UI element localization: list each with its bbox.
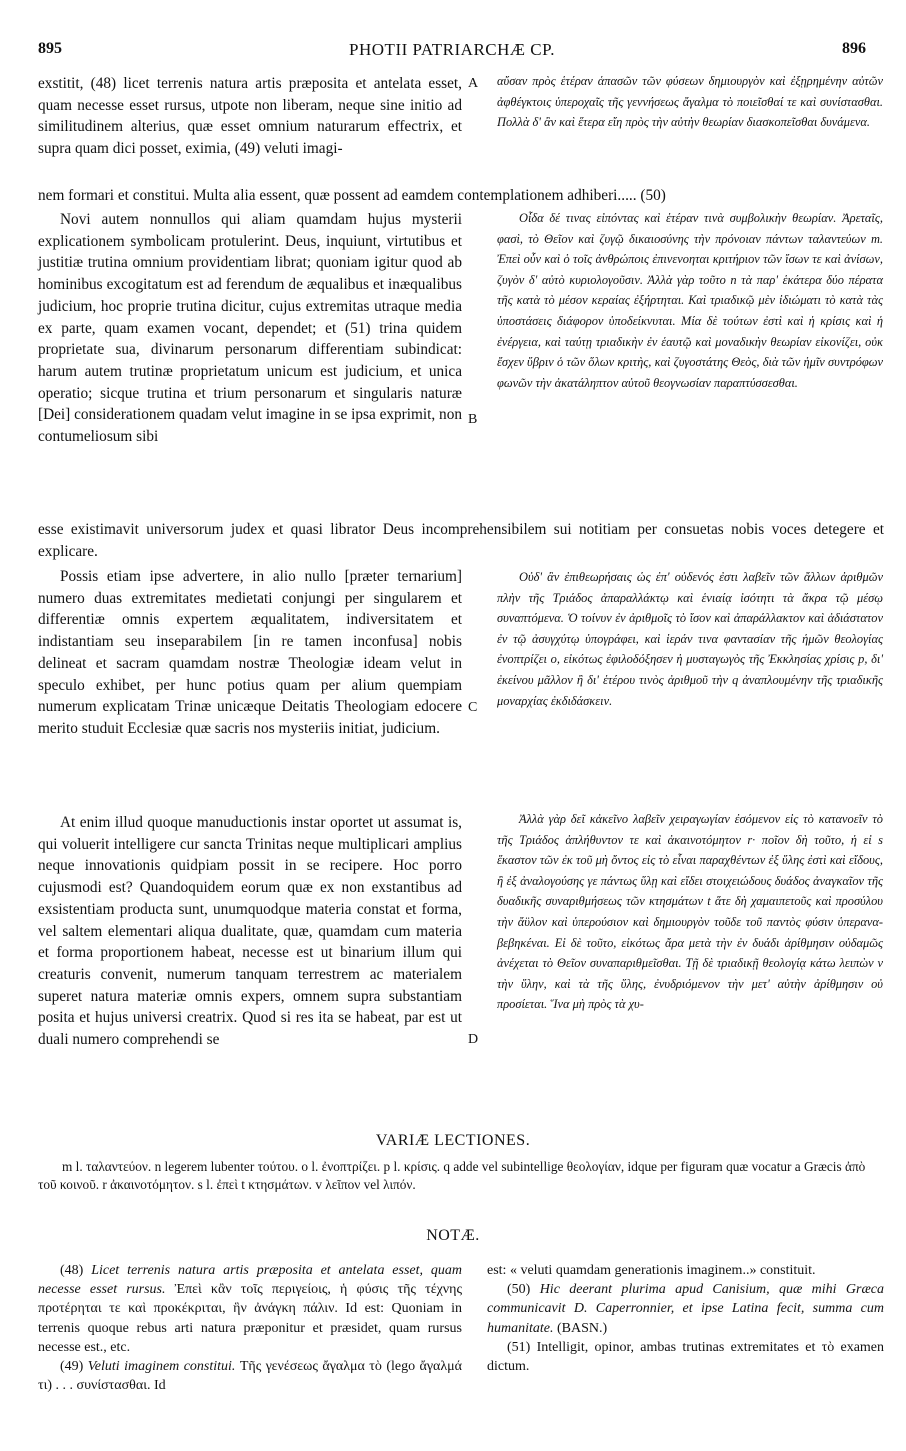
notes-left-column bbox=[38, 1261, 462, 1395]
page-number-left: 895 bbox=[38, 40, 62, 57]
greek-paragraph-4: Ἀλλὰ γὰρ δεῖ κἀκεῖνο λαβεῖν χειραγωγίαν ἐσόμενον εἰς τὸ κατανοεῖν τὸ τῆς Τριάδος ἀπλήθυντον τε καὶ ἀκαινοτόμητον r· ποῖον δὴ τοῦτο, ἡ εἰ s ἕκαστον τῶν ἐκ τοῦ μὴ ὄντος εἰς τὸ εἶναι παραχθέντων ἐξ ὕλης ἐστὶ καὶ εἴδους, ἢ ἐξ ἀναλογούσης γε πάντως ὕλῃ καὶ εἴδει στοιχειώδους δυάδος ἀναγκαῖον τῆς δυαδικῆς συναριθμήσεως τῶν κτησμάτων t ἅτε δὴ χαμαιπετοῦς καὶ προσύλου τὴν ἄϋλον καὶ ὑπερούσιον καὶ δημιουργὸν τοῦδε τοῦ παντὸς φύσιν ὑπερανα-βεβηκέναι. Εἰ δὲ τοῦτο, εἰκότως ἄρα μετὰ τὴν ἐν δυάδι ἀρίθμησιν οὐδαμῶς ἀνέχεται τὸ Θεῖον συναπαριθμεῖσθαι. Τῇ δὲ τριαδικῇ θεολογίᾳ κάτω λειπὼν v τὴν ὕλην, καὶ τὰ τῆς ὕλης, ἐνυδριόμενον τὴν μετ' αὐτὴν ἀρίθμησιν οὐ προσίεται. Ἵνα μὴ πρὸς τὰ χυ- bbox=[497, 812, 883, 1012]
latin-paragraph-2: Novi autem nonnullos qui aliam quamdam hujus mysterii explicationem symbolicam protulerint. Deus, inquiunt, virtutibus et justitiæ trutina omnium providentiam librat; quoniam igitur quod ab hominibus excogitatum est ad ferendum de æqualibus et inæqualibus judicium, hoc proprie trutina dicitur, cujus extremitas utraque media ex parte, quam examen vocant, dependet; et (51) trina quidem proprietate sua, divinarum personarum differentiam subindicat: harum autem trutinæ proprietatum unicum est judicium, et unica operatio; sicque trutina et trium personarum et singularis naturæ [Dei] considerationem quadam velut imagine in se ipsa exprimit, non contumeliosum sibi bbox=[38, 211, 462, 446]
note-49: (49) Veluti imaginem constitui. Τῆς γενέσεως ἄγαλμα τὸ (lego ἄγαλμά τι) . . . συνίστασθαι. Id bbox=[38, 1359, 463, 1394]
margin-letter-a: A bbox=[468, 76, 479, 91]
page-number-right: 896 bbox=[842, 40, 866, 57]
running-header bbox=[38, 40, 866, 64]
latin-paragraph-4: At enim illud quoque manuductionis instar oportet ut assumat is, qui voluerit intelligere cur sancta Trinitas neque multiplicari amplius neque innovationis quidpiam possit in se recipere. Hoc porro cujusmodi est? Quandoquidem eorum quæ ex non exstantibus ad exsistentiam producta sunt, unumquodque materia constat et forma, vel saltem elementari aliqua dualitate, quæ, quamdam cum materia et forma proportionem habeat, necesse est ut binarium illum qui creaturis convenit, numerum tanquam terrestrem ac materialem superet natura materiæ omnis expers, omnem supra substantiam posita et hujus universi creatrix. Quod si res ita se habeat, par est ut duali numero comprehendi se bbox=[38, 814, 462, 1049]
notae-heading: NOTÆ. bbox=[426, 1227, 480, 1244]
margin-letter-b: B bbox=[468, 412, 478, 427]
greek-paragraph-2: Οἶδα δέ τινας εἰπόντας καὶ ἑτέραν τινὰ συμβολικὴν θεωρίαν. Ἀρεταῖς, φασὶ, τὸ Θεῖον καὶ ζυγῷ δικαιοσύνης τὴν πρόνοιαν πάντων ταλαντεύων m. Ἐπεὶ οὖν καὶ ὁ τοῖς ἀνθρώποις ἐπινενοηται κριτήριον τῶν ἴσων τε καὶ ἀνίσων, ζυγὸν δ' αὐτὸ κυριολογοῦσιν. Ἀλλὰ γὰρ τοῦτο n τὰ παρ' ἑκάτερα δύο πέρατα τῆς κατὰ τὸ μέσον κεραίας ἐξήρτηται. Καὶ τριαδικῷ μὲν ἰδιώματι τὸ κατὰ τὰς ὑποστάσεις διάφορον ὑποδείκνυται. Μία δὲ τούτων ἐστὶ καὶ ἡ κρίσις καὶ ἡ ἐνέργεια, καὶ ταύτῃ τριαδικὴν ἐν ἑαυτῷ καὶ μοναδικὴν θεωρίαν εἰκονίζει, οὐκ ἔσχεν ὕβριν ὁ τῶν ὅλων κριτὴς, καὶ ζυγοστάτης Θεὸς, διὰ τῶν ἡμῖν συντρόφων φωνῶν τὴν ἀκατάληπτον αὐτοῦ θεογνωσίαν παραπτύσσεσθαι. bbox=[497, 211, 883, 390]
note-49-continued: est: « veluti quamdam generationis imaginem..» constituit. bbox=[487, 1263, 816, 1278]
note-51: (51) Intelligit, opinor, ambas trutinas extremitates et τὸ examen dictum. bbox=[487, 1339, 885, 1375]
note-49-lemma: Veluti imaginem constitui. bbox=[87, 1359, 236, 1375]
latin-paragraph-3: Possis etiam ipse advertere, in alio nullo [præter ternarium] numero duas extremitates medietati conjungi per singularem et differentiæ omnis expertem æqualitatem, indiversitatem et indistantiam seu inseparabilem [in re tamen inconfusa] nobis delineat et sacram quamdam nostræ Theologiæ ideam velut in speculo exhibet, per hunc potius quam per alium quempiam numerum explicatam Trinæ unicæque Deitatis Theologiam edocere merito studuit Ecclesiæ quæ sacris nos mysteriis initiat, judicium. bbox=[38, 568, 462, 737]
margin-letter-c: C bbox=[468, 700, 478, 715]
note-50: (50) Hic deerant plurima apud Canisium, quæ mihi Græca communicavit D. Caperronnier, et ipse Latina fecit, summa cum humanitate. (BASN.) bbox=[487, 1282, 884, 1336]
note-49-body: Τῆς γενέσεως ἄγαλμα τὸ (lego ἄγαλμά τι) . . . συνίστασθαι. Id bbox=[38, 1359, 463, 1394]
full-width-line-2: esse existimavit universorum judex et quasi librator Deus incomprehensibilem sui notitiam per consuetas nobis voces detegere et explicare. bbox=[38, 521, 884, 560]
margin-letter-d: D bbox=[468, 1032, 479, 1047]
running-title: PHOTII PATRIARCHÆ CP. bbox=[349, 40, 555, 59]
variae-lectiones-text: m l. ταλαντεύον. n legerem lubenter τούτου. o l. ἐνοπτρίζει. p l. κρίσις. q adde vel subintellige θεολογίαν, idque per figuram quæ vocatur a Græcis ἀπὸ τοῦ κοινοῦ. r ἀκαινοτόμητον. s l. ἐπεὶ t κτησμάτων. v λεῖπον vel λιπόν. bbox=[38, 1159, 866, 1192]
full-width-line-1: nem formari et constitui. Multa alia essent, quæ possent ad eamdem contemplationem adhiberi..... (50) bbox=[38, 187, 666, 204]
latin-paragraph-1: exstitit, (48) licet terrenis natura artis præposita et antelata esset, quam necesse esset rursus, utpote non liberam, neque sine initio ad similitudinem alterius, quæ esset omnium naturarum effectrix, et supra quam dici posset, eximia, (49) veluti imagi- bbox=[38, 75, 462, 158]
variae-lectiones-heading: VARIÆ LECTIONES. bbox=[375, 1132, 531, 1149]
note-48-body: Ἐπεὶ κἂν τοῖς περιγείοις, ἡ φύσις τῆς τέχνης προτέρηται τε καὶ προκέκριται, ἣν ἀνάγκη πάλιν. Id est: Quoniam in terrenis quoque rebus arti natura præponitur et præsidet, quam rursus necesse est., etc. bbox=[38, 1282, 462, 1355]
note-48: (48) Licet terrenis natura artis præposita et antelata esset, quam necesse esset rursus. Ἐπεὶ κἂν τοῖς περιγείοις, ἡ φύσις τῆς τέχνης προτέρηται τε καὶ προκέκριται, ἣν ἀνάγκη πάλιν. Id est: Quoniam in terrenis quoque rebus arti natura præponitur et præsidet, quam rursus necesse est., etc. bbox=[38, 1263, 462, 1355]
greek-paragraph-3: Οὐδ' ἂν ἐπιθεωρήσαις ὡς ἐπ' οὐδενός ἐστι λαβεῖν τῶν ἄλλων ἀριθμῶν πλὴν τῆς Τριάδος ἀπαραλλάκτῳ καὶ ἑνιαίᾳ ἰσότητι τὰ ἄκρα τῷ μέσῳ συναπτόμενα. Ὁ τοίνυν ἐν ἀριθμοῖς τὸ ἴσον καὶ ἀπαράλλακτον καὶ ἀδιάστατον ἐν τῷ ἀσυγχύτῳ ὑπογράφει, καὶ ἱεράν τινα φαντασίαν τῆς ἡμῶν θεολογίας ἐνοπτρίζει o, εἰκότως ἐφιλοδόξησεν ἡ μυσταγωγὸς τῆς Ἐκκλησίας χρίσις p, δι' ἐκείνου μᾶλλον ἢ δι' ἑτέρου τινὸς ἀριθμοῦ τὴν q ἀναπλουμένην τῆς τριαδικῆς μοναρχίας ἐκδιδάσκειν. bbox=[497, 570, 883, 708]
notes-right-column bbox=[487, 1261, 884, 1376]
note-48-lemma: Licet terrenis natura artis præposita et antelata esset, quam necesse esset rursus. bbox=[38, 1263, 462, 1298]
note-50-lemma: Hic deerant plurima apud Canisium, quæ mihi Græca communicavit D. Caperronnier, et ipse Latina fecit, summa cum humanitate. bbox=[487, 1282, 884, 1336]
greek-paragraph-1: αὔσαν πρὸς ἑτέραν ἁπασῶν τῶν φύσεων δημιουργὸν καὶ ἐξῃρημένην αὐτῶν ἀφθέγκτοις ὑπεροχαῖς τῆς γεννήσεως ἄγαλμα τὸ ποιεῖσθαί τε καὶ συνίστασθαι. Πολλὰ δ' ἂν καὶ ἕτερα εἴη πρὸς τὴν αὐτὴν θεωρίαν διασκοπεῖσθαι δυνάμενα. bbox=[497, 74, 883, 130]
note-51-body: Intelligit, opinor, ambas trutinas extremitates et τὸ examen dictum. bbox=[487, 1339, 885, 1375]
note-50-signature: (BASN.) bbox=[557, 1320, 608, 1336]
